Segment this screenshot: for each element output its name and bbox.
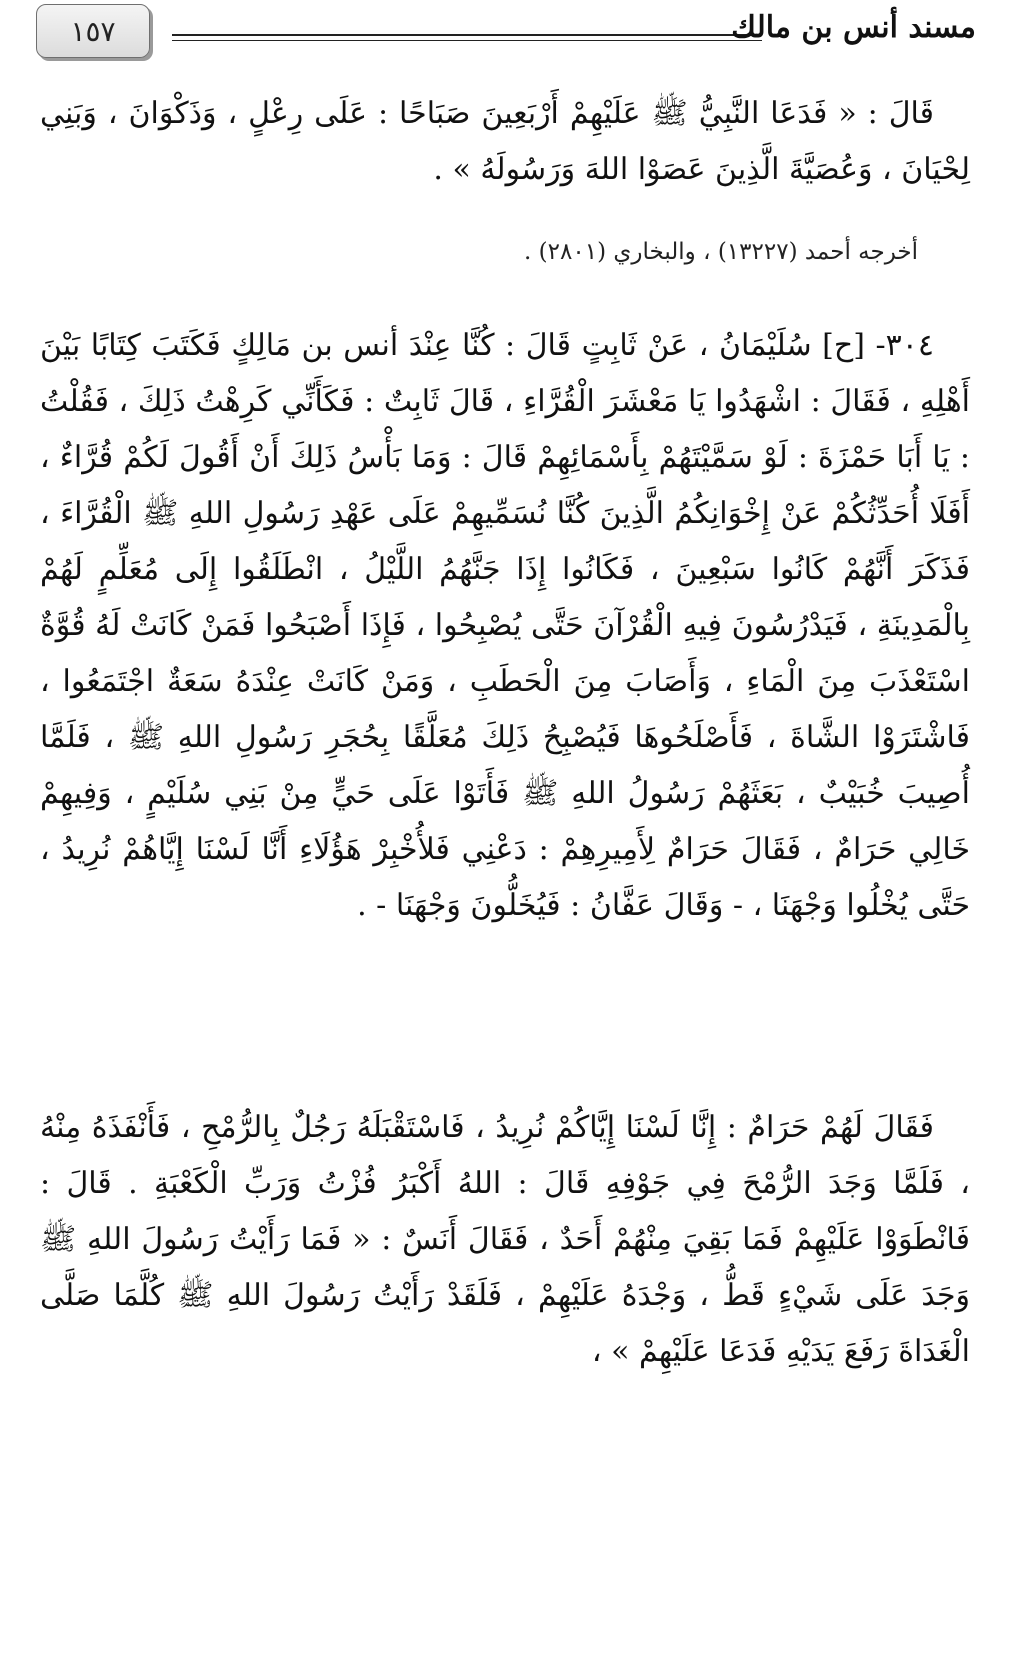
header-rule	[172, 34, 762, 36]
running-title: مسند أنس بن مالك	[731, 10, 976, 45]
page-number-badge	[36, 4, 150, 58]
text-block-3	[40, 1100, 970, 1380]
text-block-2	[40, 318, 970, 934]
hadith-paragraph-continuation: فَقَالَ لَهُمْ حَرَامٌ : إِنَّا لَسْنَا إِيَّاكُمْ نُرِيدُ ، فَاسْتَقْبَلَهُ رَجُلٌ بِالرُّمْحِ ، فَأَنْفَذَهُ مِنْهُ ، فَلَمَّا وَجَدَ الرُّمْحَ فِي جَوْفِهِ قَالَ : اللهُ أَكْبَرُ فُزْتُ وَرَبِّ الْكَعْبَةِ . قَالَ : فَانْطَوَوْا عَلَيْهِمْ فَمَا بَقِيَ مِنْهُمْ أَحَدٌ ، فَقَالَ أَنَسٌ : « فَمَا رَأَيْتُ رَسُولَ اللهِ ﷺ وَجَدَ عَلَى شَيْءٍ قَطُّ ، وَجْدَهُ عَلَيْهِمْ ، فَلَقَدْ رَأَيْتُ رَسُولَ اللهِ ﷺ كُلَّمَا صَلَّى الْغَدَاةَ رَفَعَ يَدَيْهِ فَدَعَا عَلَيْهِمْ » ،	[40, 1110, 970, 1369]
hadith-paragraph-304: ٣٠٤- [ح] سُلَيْمَانُ ، عَنْ ثَابِتٍ قَالَ : كُنَّا عِنْدَ أنس بن مَالِكٍ فَكَتَبَ كِتَابًا بَيْنَ أَهْلِهِ ، فَقَالَ : اشْهَدُوا يَا مَعْشَرَ الْقُرَّاءِ ، قَالَ ثَابِتٌ : فَكَأَنِّي كَرِهْتُ ذَلِكَ ، فَقُلْتُ : يَا أَبَا حَمْزَةَ : لَوْ سَمَّيْتَهُمْ بِأَسْمَائِهِمْ قَالَ : وَمَا بَأْسُ ذَلِكَ أَنْ أَقُولَ لَكُمْ قُرَّاءٌ ، أَفَلَا أُحَدِّثُكُمْ عَنْ إِخْوَانِكُمُ الَّذِينَ كُنَّا نُسَمِّيهِمْ عَلَى عَهْدِ رَسُولِ اللهِ ﷺ الْقُرَّاءَ ، فَذَكَرَ أَنَّهُمْ كَانُوا سَبْعِينَ ، فَكَانُوا إِذَا جَنَّهُمُ اللَّيْلُ ، انْطَلَقُوا إِلَى مُعَلِّمٍ لَهُمْ بِالْمَدِينَةِ ، فَيَدْرُسُونَ فِيهِ الْقُرْآنَ حَتَّى يُصْبِحُوا ، فَإِذَا أَصْبَحُوا فَمَنْ كَانَتْ لَهُ قُوَّةٌ اسْتَعْذَبَ مِنَ الْمَاءِ ، وَأَصَابَ مِنَ الْحَطَبِ ، وَمَنْ كَانَتْ عِنْدَهُ سَعَةٌ اجْتَمَعُوا ، فَاشْتَرَوْا الشَّاةَ ، فَأَصْلَحُوهَا فَيُصْبِحُ ذَلِكَ مُعَلَّقًا بِحُجَرِ رَسُولِ اللهِ ﷺ ، فَلَمَّا أُصِيبَ خُبَيْبٌ ، بَعَثَهُمْ رَسُولُ اللهِ ﷺ فَأَتَوْا عَلَى حَيٍّ مِنْ بَنِي سُلَيْمٍ ، وَفِيهِمْ خَالِي حَرَامٌ ، فَقَالَ حَرَامٌ لِأَمِيرِهِمْ : دَعْنِي فَلأُخْبِرْ هَؤُلَاءِ أَنَّا لَسْنَا إِيَّاهُمْ نُرِيدُ ، حَتَّى يُخْلُوا وَجْهَنَا ، - وَقَالَ عَفَّانُ : فَيُخَلُّونَ وَجْهَنَا - .	[40, 328, 970, 923]
page-header	[36, 4, 976, 62]
header-rule-thin	[172, 40, 762, 41]
hadith-paragraph-1: قَالَ : « فَدَعَا النَّبِيُّ ﷺ عَلَيْهِمْ أَرْبَعِينَ صَبَاحًا : عَلَى رِعْلٍ ، وَذَكْوَانَ ، وَبَنِي لِحْيَانَ ، وَعُصَيَّةَ الَّذِينَ عَصَوْا اللهَ وَرَسُولَهُ » .	[40, 96, 970, 187]
text-block-1	[40, 86, 970, 198]
takhrij-footnote: أخرجه أحمد (١٣٢٢٧) ، والبخاري (٢٨٠١) .	[524, 239, 918, 265]
page-number: ١٥٧	[70, 14, 116, 48]
